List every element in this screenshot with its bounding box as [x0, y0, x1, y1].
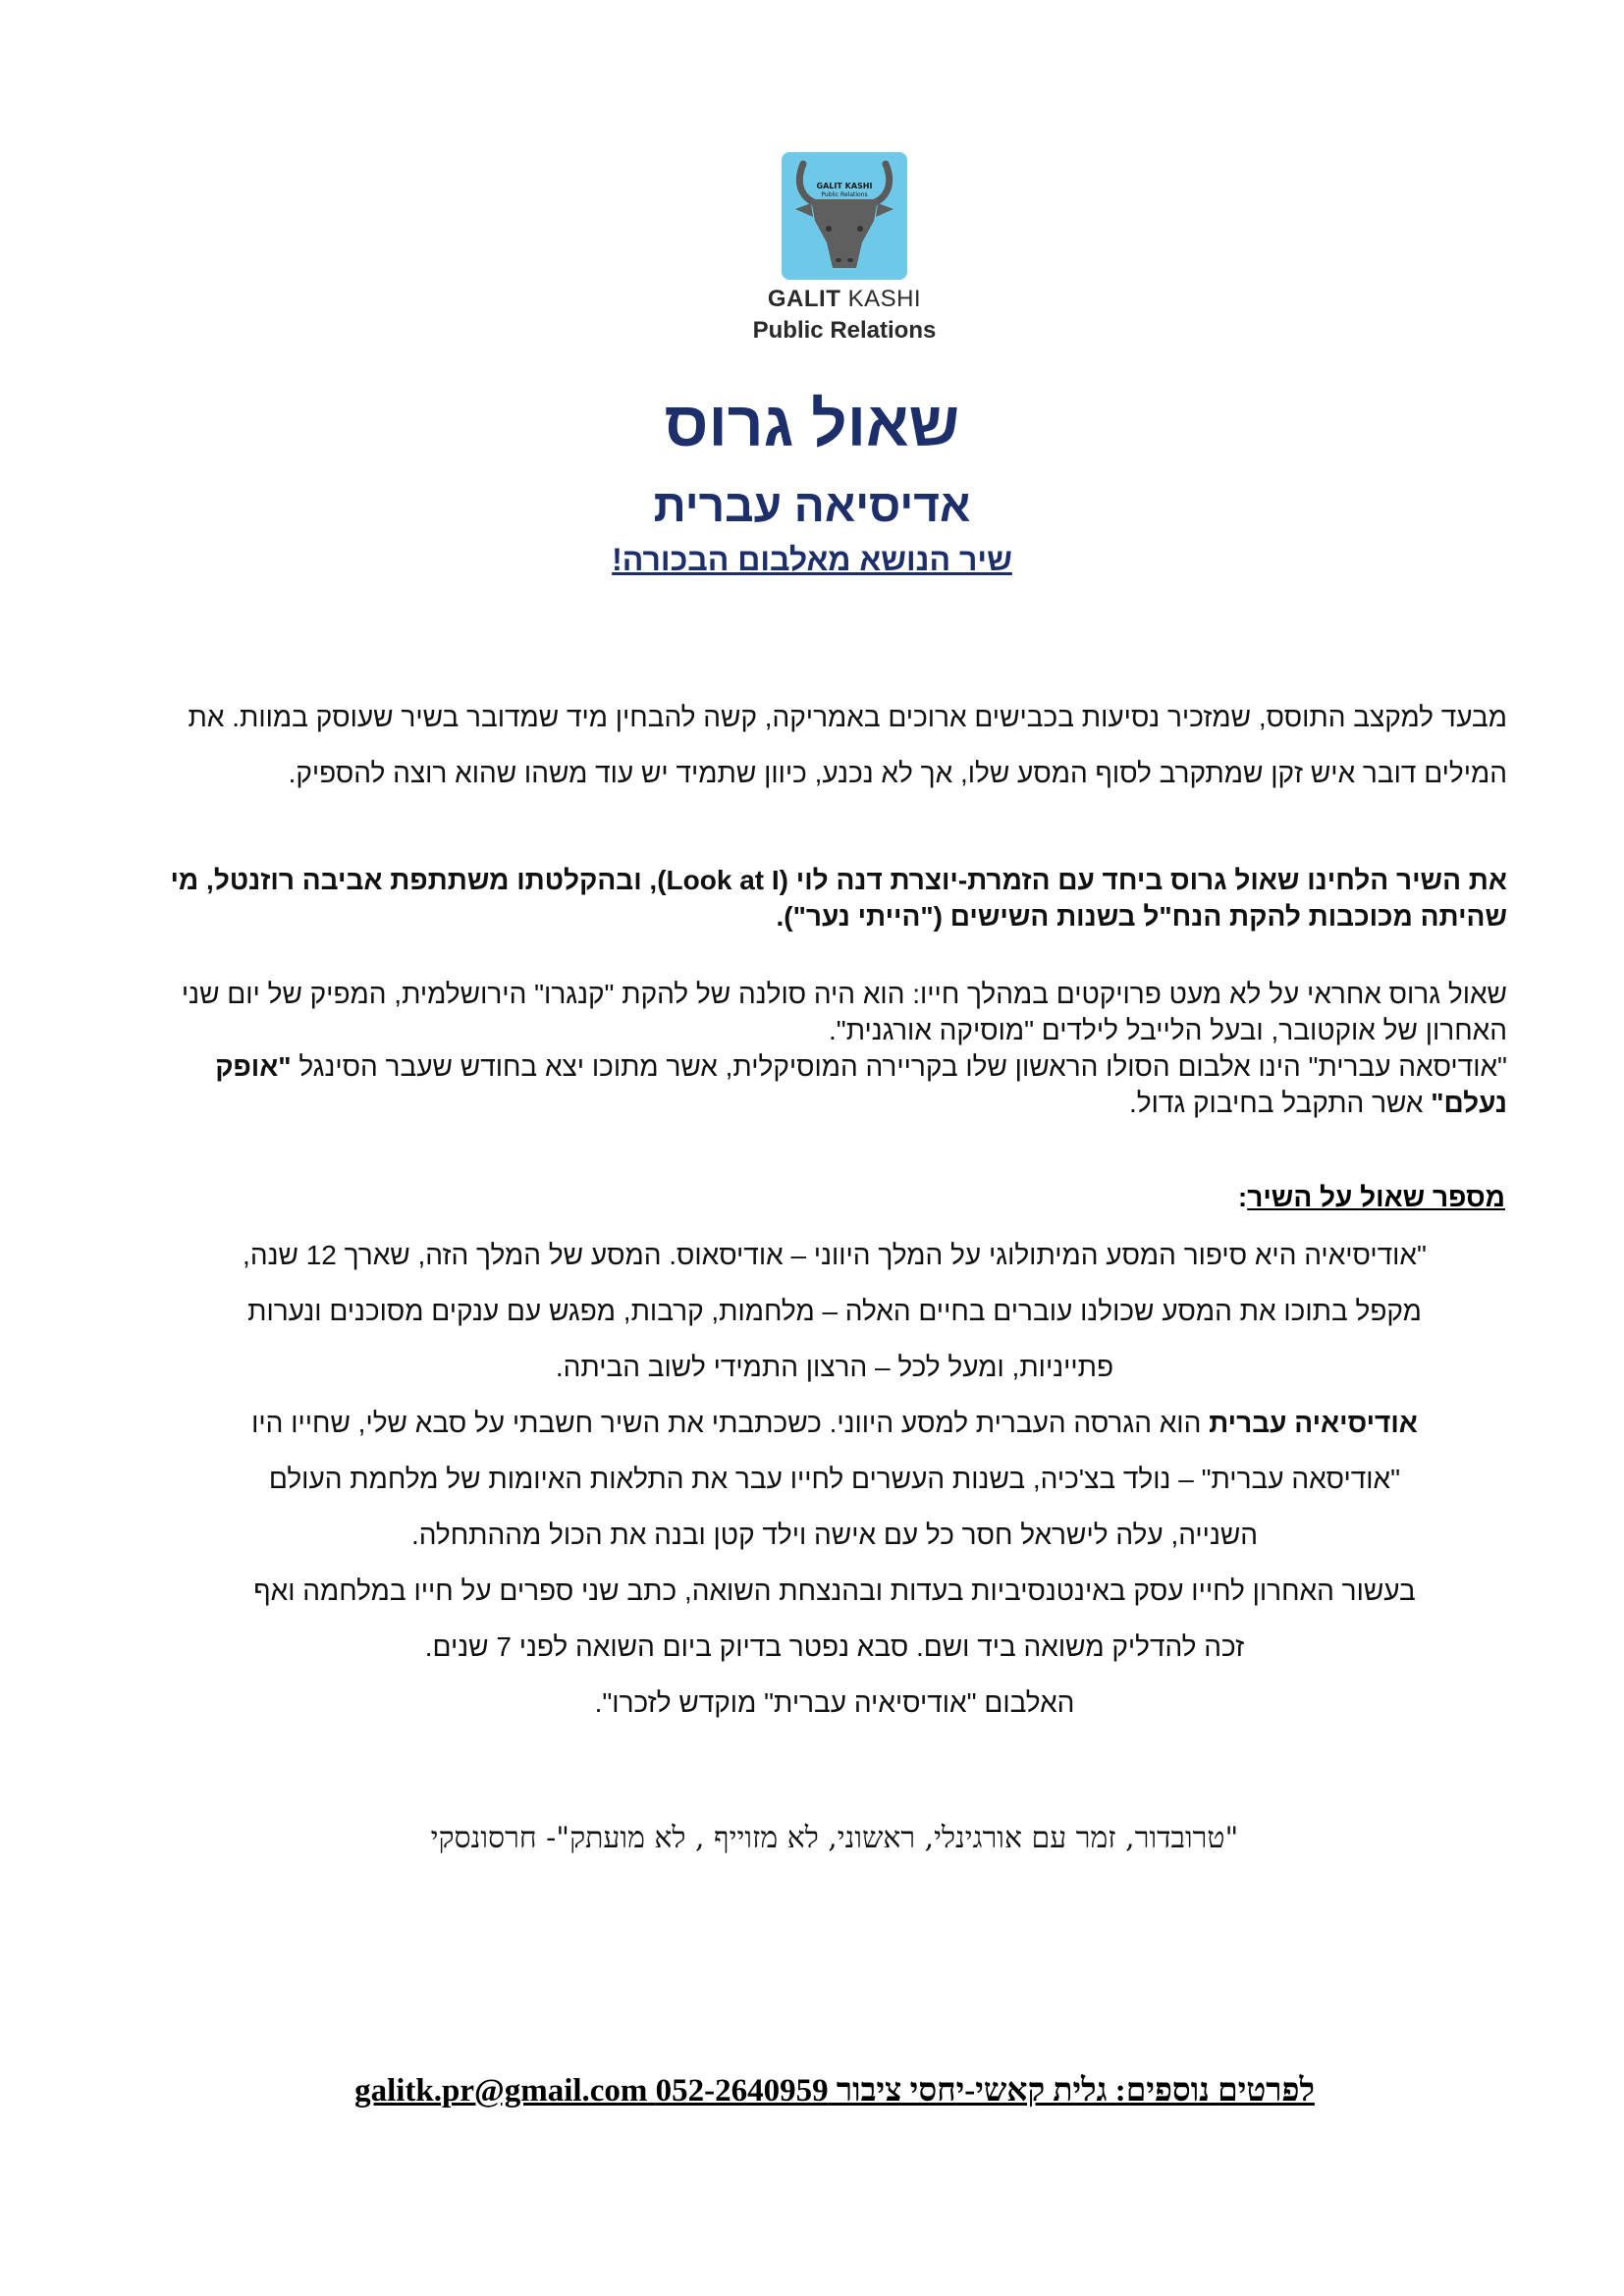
intro-p3b-start: "אודיסאה עברית" הינו אלבום הסולו הראשון שלו בקריירה המוסיקלית, אשר מתוכו יצא בחודש שעבר הסינגל: [291, 1051, 1507, 1082]
contact-footer: [162, 2073, 1507, 2109]
contact-details[interactable]: לפרטים נוספים: גלית קאשי-יחסי ציבור 052-2640959 galitk.pr@gmail.com: [354, 2073, 1315, 2109]
story-line: בעשור האחרון לחייו עסק באינטנסיביות בעדות ובהנצחת השואה, כתב שני ספרים על חייו במלחמה ואף: [253, 1575, 1416, 1606]
logo-name-bold: GALIT: [767, 286, 841, 312]
single-name: "אופק נעלם": [215, 1051, 1507, 1118]
intro-paragraph-3b: [162, 1048, 1507, 1121]
page-tagline-text: שיר הנושא מאלבום הבכורה!: [612, 542, 1012, 577]
story-line: האלבום "אודיסיאיה עברית" מוקדש לזכרו".: [594, 1687, 1075, 1718]
story-line: זכה להדליק משואה ביד ושם. סבא נפטר בדיוק ביום השואה לפני 7 שנים.: [424, 1631, 1245, 1662]
story-line-4-rest: הוא הגרסה העברית למסע היווני. כשכתבתי את השיר חשבתי על סבא שלי, שחייו היו: [251, 1408, 1210, 1438]
story-heading: [1238, 1182, 1505, 1213]
story-line: [162, 1395, 1507, 1451]
intro-paragraph-1-text: מבעד למקצב התוסס, שמזכיר נסיעות בכבישים ארוכים באמריקה, קשה להבחין מיד שמדובר בשיר שעוסק במוות. את המילים דובר איש זקן שמתקרב לסוף המסע שלו, אך לא נכנע, כיוון שתמיד יש עוד משהו שהוא רוצה להספיק.: [188, 702, 1507, 788]
story-line: פתייניות, ומעל לכל – הרצון התמידי לשוב הביתה.: [555, 1352, 1114, 1382]
story-line: השנייה, עלה לישראל חסר כל עם אישה וילד קטן ובנה את הכול מההתחלה.: [410, 1520, 1259, 1550]
logo: [687, 152, 1001, 345]
story-line: "אודיסיאיה היא סיפור המסע המיתולוגי על המלך היווני – אודיסאוס. המסע של המלך הזה, שארך 12 שנה,: [243, 1240, 1427, 1270]
story-line: "אודיסאה עברית" – נולד בצ'כיה, בשנות העשרים לחייו עבר את התלאות האיומות של מלחמת העולם: [268, 1464, 1401, 1494]
logo-badge: [782, 152, 907, 280]
story-heading-text: מספר שאול על השיר: [1247, 1182, 1505, 1212]
album-name-bold: אודיסיאיה עברית: [1209, 1408, 1418, 1438]
intro-paragraph-3: [162, 976, 1507, 1121]
logo-name: [687, 286, 1001, 313]
logo-subtitle: Public Relations: [752, 317, 937, 344]
press-quote: "טרובדור, זמר עם אורגינלי, ראשוני, לא מזוייף , לא מועתק"- חרסונסקי: [430, 1821, 1239, 1855]
intro-paragraph-2: [162, 862, 1537, 934]
badge-text-line2: Public Relations: [821, 191, 868, 198]
intro-paragraph-3a: שאול גרוס אחראי על לא מעט פרויקטים במהלך חייו: הוא היה סולנה של להקת "קנגרו" הירושלמית, המפיק של יום שני האחרון של אוקטובר, ובעל הלייבל לילדים "מוסיקה אורגנית".: [181, 979, 1507, 1045]
story-heading-colon: :: [1237, 1182, 1248, 1212]
bull-head-icon: [782, 152, 907, 280]
intro-paragraph-1: [162, 689, 1507, 801]
badge-text-line1: GALIT KASHI: [816, 182, 873, 190]
page-tagline: [321, 542, 1303, 578]
intro-paragraph-2-text: את השיר הלחינו שאול גרוס ביחד עם הזמרת-יוצרת דנה לוי (Look at I), ובהקלטתו משתתפת אביבה רוזנטל, מי שהיתה מכוכבות להקת הנח"ל בשנות השישים ("הייתי נער").: [170, 865, 1507, 932]
story-line: מקפל בתוכו את המסע שכולנו עוברים בחיים האלה – מלחמות, קרבות, מפגש עם ענקים מסוכנים ונערות: [247, 1296, 1422, 1326]
logo-name-light: KASHI: [847, 286, 922, 312]
page-subtitle: אדיסיאה עברית: [653, 480, 971, 531]
intro-p3b-end: אשר התקבל בחיבוק גדול.: [1129, 1088, 1432, 1118]
page-title: שאול גרוס: [664, 389, 960, 459]
story-body: [162, 1227, 1507, 1731]
